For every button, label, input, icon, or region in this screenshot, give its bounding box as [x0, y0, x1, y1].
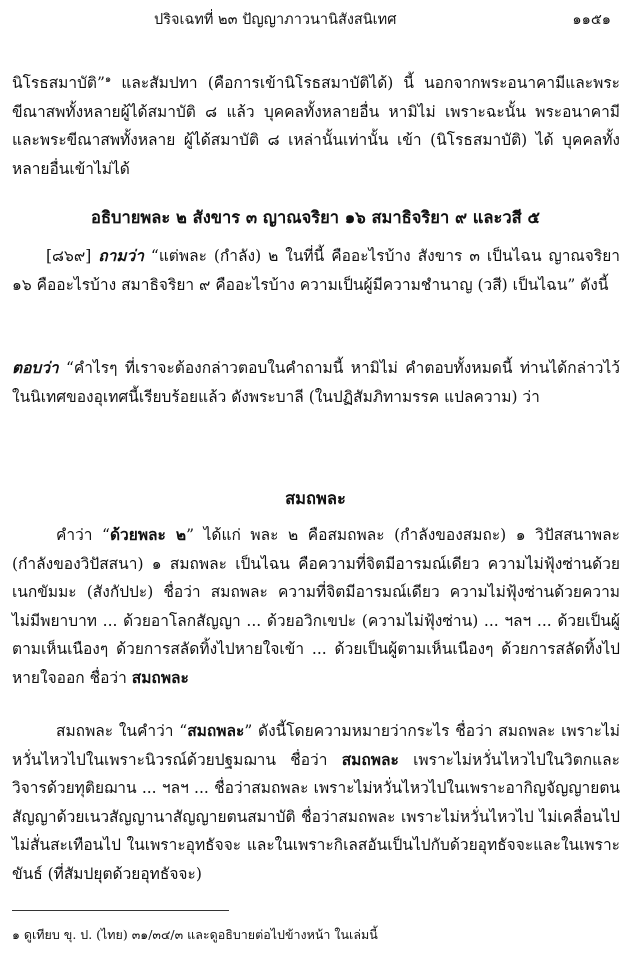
para4-text-a: คำว่า “ — [56, 526, 110, 544]
para4-bold-b: สมถพละ — [131, 667, 189, 687]
answer-label: ตอบว่า — [12, 358, 59, 377]
para5-text-a: สมถพละ ในคำว่า “ — [56, 722, 188, 740]
paragraph-nirodha — [12, 66, 620, 183]
page-number: ๑๑๕๑ — [572, 12, 611, 28]
para4-bold-a: ด้วยพละ ๒ — [109, 525, 187, 544]
question-text: “แต่พละ (กำลัง) ๒ ในที่นี้ คืออะไรบ้าง สังขาร ๓ เป็นไฉน ญาณจริยา ๑๖ คืออะไรบ้าง สมาธิจริยา ๙ คืออะไรบ้าง ความเป็นผู้มีความชำนาญ (วสี) เป็นไฉน” ดังนี้ — [12, 247, 620, 294]
para5-bold-b: สมถพละ — [341, 749, 399, 769]
footnote-divider — [12, 910, 229, 911]
section-heading: อธิบายพละ ๒ สังขาร ๓ ญาณจริยา ๑๖ สมาธิจริยา ๙ และวสี ๕ — [91, 208, 540, 227]
chapter-title: ปริจเฉทที่ ๒๓ ปัญญาภาวนานิสังสนิเทศ — [154, 12, 397, 28]
paragraph-samatha-bala — [12, 521, 620, 692]
para4-text-b: ” ได้แก่ พละ ๒ คือสมถพละ (กำลังของสมถะ) ๑ วิปัสสนาพละ (กำลังของวิปัสสนา) ๑ สมถพละ เป็นไฉน คือความที่จิตมีอารมณ์เดียว ความไม่ฟุ้งซ่านด้วยเนกขัมมะ (สังกัปปะ) ชื่อว่า สมถพละ ความที่จิตมีอารมณ์เดียว ความไม่ฟุ้งซ่านด้วยความไม่มีพยาบาท ... ด้วยอาโลกสัญญา ... ด้วยอวิกเขปะ (ความไม่ฟุ้งซ่าน) ... ฯลฯ ... ด้วยเป็นผู้ตามเห็นเนืองๆ ด้วยการสลัดทิ้งไปหายใจเข้า ... ด้วยเป็นผู้ตามเห็นเนืองๆ ด้วยการสลัดทิ้งไปหายใจออก ชื่อว่า — [12, 526, 620, 687]
para1-text-b: และสัมปทา (คือการเข้านิโรธสมาบัติได้) นี้ นอกจากพระอนาคามีและพระขีณาสพทั้งหลายผู้ได้สมาบัติ ๘ แล้ว บุคคลทั้งหลายอื่น หามิไม่ เพราะฉะนั้น พระอนาคามีและพระขีณาสพทั้งหลาย ผู้ได้สมาบัติ ๘ เหล่านั้นเท่านั้น เข้า (นิโรธสมาบัติ) ได้ บุคคลทั้งหลายอื่นเข้าไม่ได้ — [12, 74, 620, 178]
answer-text: “คำไรๆ ที่เราจะต้องกล่าวตอบในคำถามนี้ หามิไม่ คำตอบทั้งหมดนี้ ท่านได้กล่าวไว้ในนิเทศของอุเทศนี้เรียบร้อยแล้ว ดังพระบาลี (ในปฏิสัมภิทามรรค แปลความ) ว่า — [12, 359, 620, 406]
paragraph-question — [12, 242, 620, 299]
footnote-marker: ๑ — [104, 74, 112, 85]
paragraph-number: [๘๖๙] — [46, 247, 92, 265]
paragraph-answer — [12, 354, 620, 411]
para5-bold-a: สมถพละ — [187, 721, 245, 740]
footnote: ๑ ดูเทียบ ขุ. ป. (ไทย) ๓๑/๓๔/๓ และดูอธิบายต่อไปข้างหน้า ในเล่มนี้ — [12, 927, 378, 942]
para5-text-c: เพราะไม่หวั่นไหวไปในวิตกและวิจารด้วยทุติยฌาน ... ฯลฯ ... ชื่อว่าสมถพละ เพราะไม่หวั่นไหวไปในเพราะอากิญจัญญายตนสัญญาด้วยเนวสัญญานาสัญญายตนสมาบัติ ชื่อว่าสมถพละ เพราะไม่หวั่นไหวไป ไม่เคลื่อนไป ไม่สั่นสะเทือนไป ในเพราะอุทธัจจะ และในเพราะกิเลสอันเป็นไปกับด้วยอุทธัจจะและในเพราะขันธ์ (ที่สัมปยุตด้วยอุทธัจจะ) — [12, 750, 620, 883]
paragraph-samatha-meaning — [12, 717, 620, 888]
page-header — [14, 8, 611, 34]
subsection-heading: สมถพละ — [285, 489, 346, 508]
para5-text-b: ” ดังนี้โดยความหมายว่ากระไร ชื่อว่า สมถพละ เพราะไม่หวั่นไหวไปในเพราะนิวรณ์ด้วยปฐมฌาน ชื่อว่า — [12, 722, 620, 769]
para1-text-a: นิโรธสมาบัติ” — [12, 74, 105, 93]
question-label: ถามว่า — [98, 246, 144, 265]
